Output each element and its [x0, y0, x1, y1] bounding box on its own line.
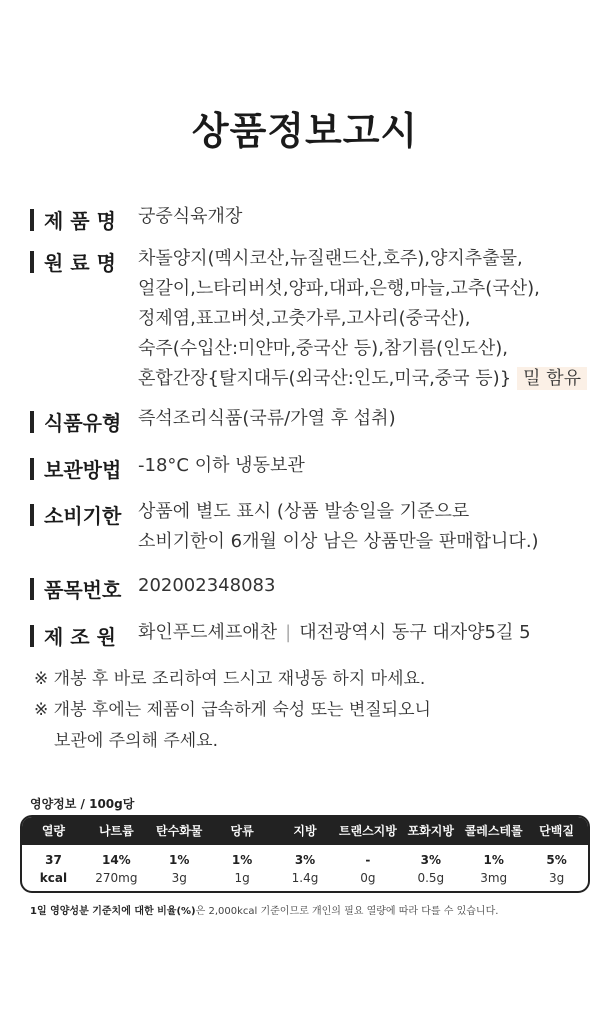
nutrition-table [20, 815, 590, 893]
ingredients-line-last [138, 364, 588, 394]
nutrient-name: 포화지방 [407, 824, 454, 838]
ingredients-line: 혼합간장{탈지대두(외국산:인도,미국,중국 등)} [138, 368, 512, 389]
nutrient-name: 콜레스테롤 [464, 824, 523, 838]
nutrient-amount: 3mg [480, 871, 508, 885]
label-marker [30, 209, 34, 231]
nutrient-name: 단백질 [539, 824, 574, 838]
nutrient-percent: - [365, 853, 371, 867]
notice-section [34, 664, 584, 757]
nutrition-footnote [30, 902, 498, 917]
notice-line: 보관에 주의해 주세요. [54, 731, 219, 751]
product-name-value: 궁중식육개장 [138, 206, 243, 227]
label-marker [30, 625, 34, 647]
ingredients-line: 숙주(수입산:미얀마,중국산 등),참기름(인도산), [138, 338, 509, 359]
nutrient-cell [525, 851, 588, 887]
nutrient-percent: 14% [101, 853, 131, 867]
nutrition-header [22, 817, 588, 845]
allergen-badge: 밀 함유 [517, 367, 587, 390]
storage-value: -18°C 이하 냉동보관 [138, 455, 305, 476]
manufacturer-address: 대전광역시 동구 대자양5길 5 [299, 622, 531, 643]
manufacturer-value [138, 618, 588, 648]
nutrient-percent: 3% [294, 853, 316, 867]
nutrient-amount: kcal [39, 871, 68, 885]
nutrient-amount: 0.5g [417, 871, 445, 885]
ingredients-label: 원 료 명 [44, 251, 116, 275]
nutrient-amount: 0g [360, 871, 376, 885]
nutrition-title: 영양정보 / 100g당 [30, 797, 135, 811]
label-marker [30, 504, 34, 526]
page-title: 상품정보고시 [191, 109, 419, 153]
expiry-value [138, 497, 588, 557]
label-marker [30, 578, 34, 600]
nutrient-amount: 3g [548, 871, 565, 885]
item-number-value: 202002348083 [138, 575, 276, 596]
nutrient-amount: 270mg [95, 871, 138, 885]
ingredients-line: 정제염,표고버섯,고춧가루,고사리(중국산), [138, 308, 471, 329]
nutrient-percent: 1% [483, 853, 504, 867]
storage-label: 보관방법 [44, 458, 122, 482]
nutrient-cell [462, 851, 525, 887]
nutrient-amount: 3g [171, 871, 187, 885]
item-number-label: 품목번호 [44, 578, 122, 602]
nutrient-cell [399, 851, 462, 887]
nutrient-percent: 5% [546, 853, 567, 867]
nutrient-name: 나트륨 [98, 824, 134, 838]
nutrient-name: 당류 [230, 824, 254, 838]
nutrient-name: 탄수화물 [156, 824, 203, 838]
nutrient-name: 지방 [293, 824, 317, 838]
nutrient-percent: 3% [420, 853, 441, 867]
notice-line: ※ 개봉 후에는 제품이 급속하게 숙성 또는 변질되오니 [34, 700, 431, 720]
ingredients-value [138, 244, 588, 394]
divider: | [285, 622, 292, 643]
nutrient-cell [22, 851, 85, 887]
notice-line: ※ 개봉 후 바로 조리하여 드시고 재냉동 하지 마세요. [34, 669, 426, 689]
nutrient-cell [85, 851, 148, 887]
nutrient-cell [148, 851, 211, 887]
nutrient-amount: 1g [234, 871, 250, 885]
food-type-value: 즉석조리식품(국류/가열 후 섭취) [138, 408, 396, 429]
nutrient-cell [274, 851, 337, 887]
product-name-label: 제 품 명 [44, 209, 116, 233]
nutrient-cell [211, 851, 274, 887]
nutrient-percent: 1% [169, 853, 190, 867]
nutrient-cell [336, 851, 399, 887]
nutrient-name: 트랜스지방 [338, 824, 397, 838]
label-marker [30, 411, 34, 433]
nutrient-percent: 37 [45, 853, 62, 867]
ingredients-line: 차돌양지(멕시코산,뉴질랜드산,호주),양지추출물, [138, 248, 523, 269]
ingredients-line: 얼갈이,느타리버섯,양파,대파,은행,마늘,고추(국산), [138, 278, 540, 299]
expiry-label: 소비기한 [44, 504, 122, 528]
manufacturer-company: 화인푸드셰프애찬 [138, 622, 278, 643]
footnote-text: 은 2,000kcal 기준이므로 개인의 필요 열량에 따라 다를 수 있습니다. [195, 906, 499, 917]
food-type-label: 식품유형 [44, 411, 122, 435]
label-marker [30, 251, 34, 273]
expiry-line: 소비기한이 6개월 이상 남은 상품만을 판매합니다.) [138, 531, 539, 552]
expiry-line: 상품에 별도 표시 (상품 발송일을 기준으로 [138, 501, 470, 522]
nutrition-values [22, 845, 588, 887]
nutrient-amount: 1.4g [291, 871, 319, 885]
manufacturer-label: 제 조 원 [44, 625, 116, 649]
nutrient-name: 열량 [41, 824, 66, 838]
footnote-bold: 1일 영양성분 기준치에 대한 비율(%) [30, 906, 196, 917]
label-marker [30, 458, 34, 480]
nutrient-percent: 1% [231, 853, 253, 867]
